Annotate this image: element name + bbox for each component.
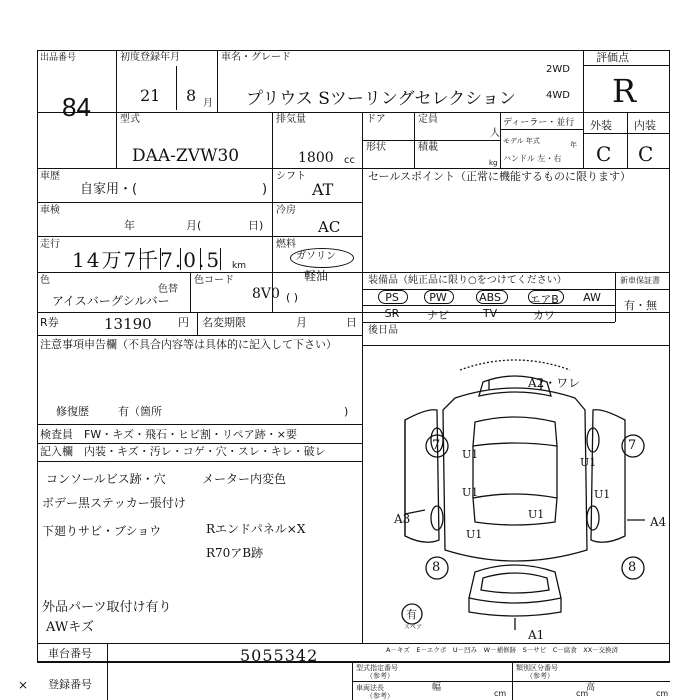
inspection-day: 日) [248, 219, 264, 232]
equipment-label: 装備品（純正品に限り○をつけてください） [368, 275, 567, 286]
chassis-number: 5055342 [240, 646, 319, 665]
remark-1: コンソールビス跡・穴 [46, 472, 166, 486]
equip-navi: ナビ [427, 309, 449, 322]
diag-left-mark: A3 [394, 512, 411, 526]
length-ref: （参考） [366, 692, 394, 700]
height-label: 高 [586, 683, 596, 693]
registration-label: 登録番号 [48, 678, 92, 691]
recycle-label: R券 [40, 316, 59, 329]
fuel-gas-circle [290, 248, 354, 268]
equip-sr: SR [384, 307, 400, 320]
shape-label: 形状 [366, 142, 386, 153]
diag-top-mark: A2・ワレ [528, 376, 581, 390]
diag-u1-a: U1 [462, 448, 479, 461]
int-label: 内装 [634, 119, 656, 132]
load-unit: kg [489, 159, 498, 167]
first-reg-year: 21 [140, 86, 161, 105]
car-damage-diagram [365, 350, 670, 640]
equip-airbag-circle [528, 290, 564, 304]
repair-label: 修復歴 [56, 405, 89, 418]
drive-2wd: 2WD [546, 64, 570, 75]
model-no-label: 型式指定番号 [356, 664, 398, 672]
first-reg-month: 8 [186, 86, 197, 105]
doors-label: ドア [366, 114, 386, 125]
shift-label: シフト [276, 171, 306, 182]
int-grade: C [638, 142, 654, 166]
remark-2: メーター内変色 [202, 472, 287, 486]
inspection-year: 年 [124, 219, 135, 232]
color-change-label: 色替 [158, 284, 178, 295]
class-no-label: 類別区分番号 [516, 664, 558, 672]
equip-leather: カワ [533, 309, 555, 322]
displacement-unit: cc [344, 155, 355, 166]
diag-u1-f: U1 [466, 528, 483, 541]
equip-aw: AW [583, 291, 601, 304]
later-items-label: 後日品 [368, 325, 398, 336]
diag-right-mark: A4 [650, 515, 667, 529]
diag-bottom-mark: A1 [528, 628, 545, 642]
diag-spare-mark: 有 [406, 608, 417, 621]
remark-6: R70アB跡 [206, 546, 264, 560]
shift-value: AT [312, 180, 334, 199]
capacity-label: 定員 [418, 114, 438, 125]
displacement-label: 排気量 [276, 114, 306, 125]
equip-tv: TV [482, 307, 498, 320]
ext-grade: C [596, 142, 612, 166]
writer-label: 記入欄 [40, 445, 73, 458]
notes-label: 注意事項申告欄（不具合内容等は具体的に記入して下さい） [40, 338, 337, 351]
lot-label: 出品番号 [40, 53, 77, 63]
color-code-label: 色コード [194, 275, 234, 286]
equip-abs: ABS [479, 291, 501, 304]
diag-seven-left: 7 [432, 438, 441, 453]
car-name-label: 車名・グレード [221, 52, 291, 63]
name-change-month: 月 [296, 316, 307, 329]
inspector-label: 検査員 [40, 428, 73, 441]
writer-options: 内装・キズ・汚レ・コゲ・穴・スレ・キレ・破レ [84, 445, 326, 458]
damage-legend: A－キズ E－エクボ U－凹み W－補修跡 S－サビ C－腐食 XX－交換済 [386, 646, 619, 654]
rating-value: R [612, 72, 637, 110]
ac-label: 冷房 [276, 205, 296, 216]
color-label: 色 [40, 275, 50, 286]
usage-value: 自家用・( [80, 182, 138, 197]
fuel-diesel: 軽油 [304, 269, 329, 283]
remark-8: AWキズ [46, 620, 94, 635]
model-code: DAA-ZVW30 [132, 146, 240, 166]
corner-mark: × [18, 678, 29, 692]
diag-u1-c: U1 [462, 486, 479, 499]
first-reg-month-unit: 月 [203, 98, 213, 109]
repair-close: ) [344, 405, 349, 418]
cm-1: cm [494, 689, 507, 698]
cm-3: cm [656, 689, 669, 698]
diag-seven-right: 7 [628, 438, 637, 453]
ac-value: AC [318, 218, 341, 236]
inspector-options: FW・キズ・飛石・ヒビ割・リペア跡・×要 [84, 428, 297, 441]
handle-label: ハンドル 左・右 [503, 154, 562, 163]
remark-5: Rエンドパネル×X [206, 522, 306, 536]
capacity-unit: 人 [490, 128, 500, 139]
year-unit: 年 [570, 141, 577, 149]
remark-7: 外品パーツ取付け有り [42, 600, 172, 615]
drive-4wd: 4WD [546, 90, 570, 101]
fuel-label: 燃料 [276, 239, 296, 250]
mileage-unit: km [232, 261, 246, 271]
diag-spare-label: スペア [404, 624, 423, 631]
warranty-label: 新車保証書 [620, 276, 660, 285]
diag-eight-left: 8 [432, 560, 441, 575]
diag-u1-b: U1 [580, 456, 597, 469]
fuel-paren: ( ) [286, 291, 299, 304]
equip-ps: PS [385, 291, 399, 304]
length-label: 車両法長 [356, 684, 384, 692]
mileage-label: 走行 [40, 239, 60, 250]
equip-airbag: エアB [529, 293, 559, 306]
usage-label: 車歴 [40, 171, 60, 182]
lot-number: 84 [62, 92, 91, 122]
name-change-label: 名変期限 [202, 316, 246, 329]
displacement-value: 1800 [298, 150, 334, 166]
inspection-label: 車検 [40, 205, 60, 216]
diag-u1-d: U1 [594, 488, 611, 501]
chassis-label: 車台番号 [48, 647, 92, 660]
width-label: 幅 [432, 683, 442, 693]
model-year-label: モデル 年式 [503, 137, 540, 145]
class-no-ref: （参考） [526, 672, 554, 680]
model-label: 型式 [120, 114, 140, 125]
load-label: 積載 [418, 142, 438, 153]
remark-3: ボデー黒ステッカー張付け [42, 496, 186, 510]
recycle-unit: 円 [178, 316, 189, 329]
ext-label: 外装 [590, 119, 612, 132]
car-name-grade: プリウス Sツーリングセレクション [246, 89, 516, 109]
repair-value: 有（箇所 [118, 405, 162, 418]
first-reg-label: 初度登録年月 [120, 52, 180, 63]
recycle-value: 13190 [104, 315, 152, 333]
usage-close: ) [262, 182, 268, 197]
equip-ps-circle [378, 290, 408, 304]
color-value: アイスバーグシルバー [52, 294, 170, 308]
rating-label: 評価点 [596, 51, 629, 64]
cm-2: cm [576, 689, 589, 698]
remark-4: 下廻りサビ・ブショウ [42, 524, 162, 538]
inspection-month: 月( [186, 219, 202, 232]
name-change-day: 日 [346, 316, 357, 329]
equip-abs-circle [476, 290, 508, 304]
diag-u1-e: U1 [528, 508, 545, 521]
sales-point-label: セールスポイント（正常に機能するものに限ります） [368, 170, 632, 183]
fuel-gasoline: ガソリン [296, 251, 336, 262]
equip-pw: PW [429, 291, 447, 304]
equip-pw-circle [424, 290, 454, 304]
warranty-value: 有・無 [624, 299, 657, 312]
diag-eight-right: 8 [628, 560, 637, 575]
dealer-label: ディーラー・並行 [503, 118, 575, 128]
mileage-value: 14万7千7.0.5 [72, 248, 222, 272]
model-no-ref: （参考） [366, 672, 394, 680]
color-code-value: 8V0 [252, 286, 280, 302]
